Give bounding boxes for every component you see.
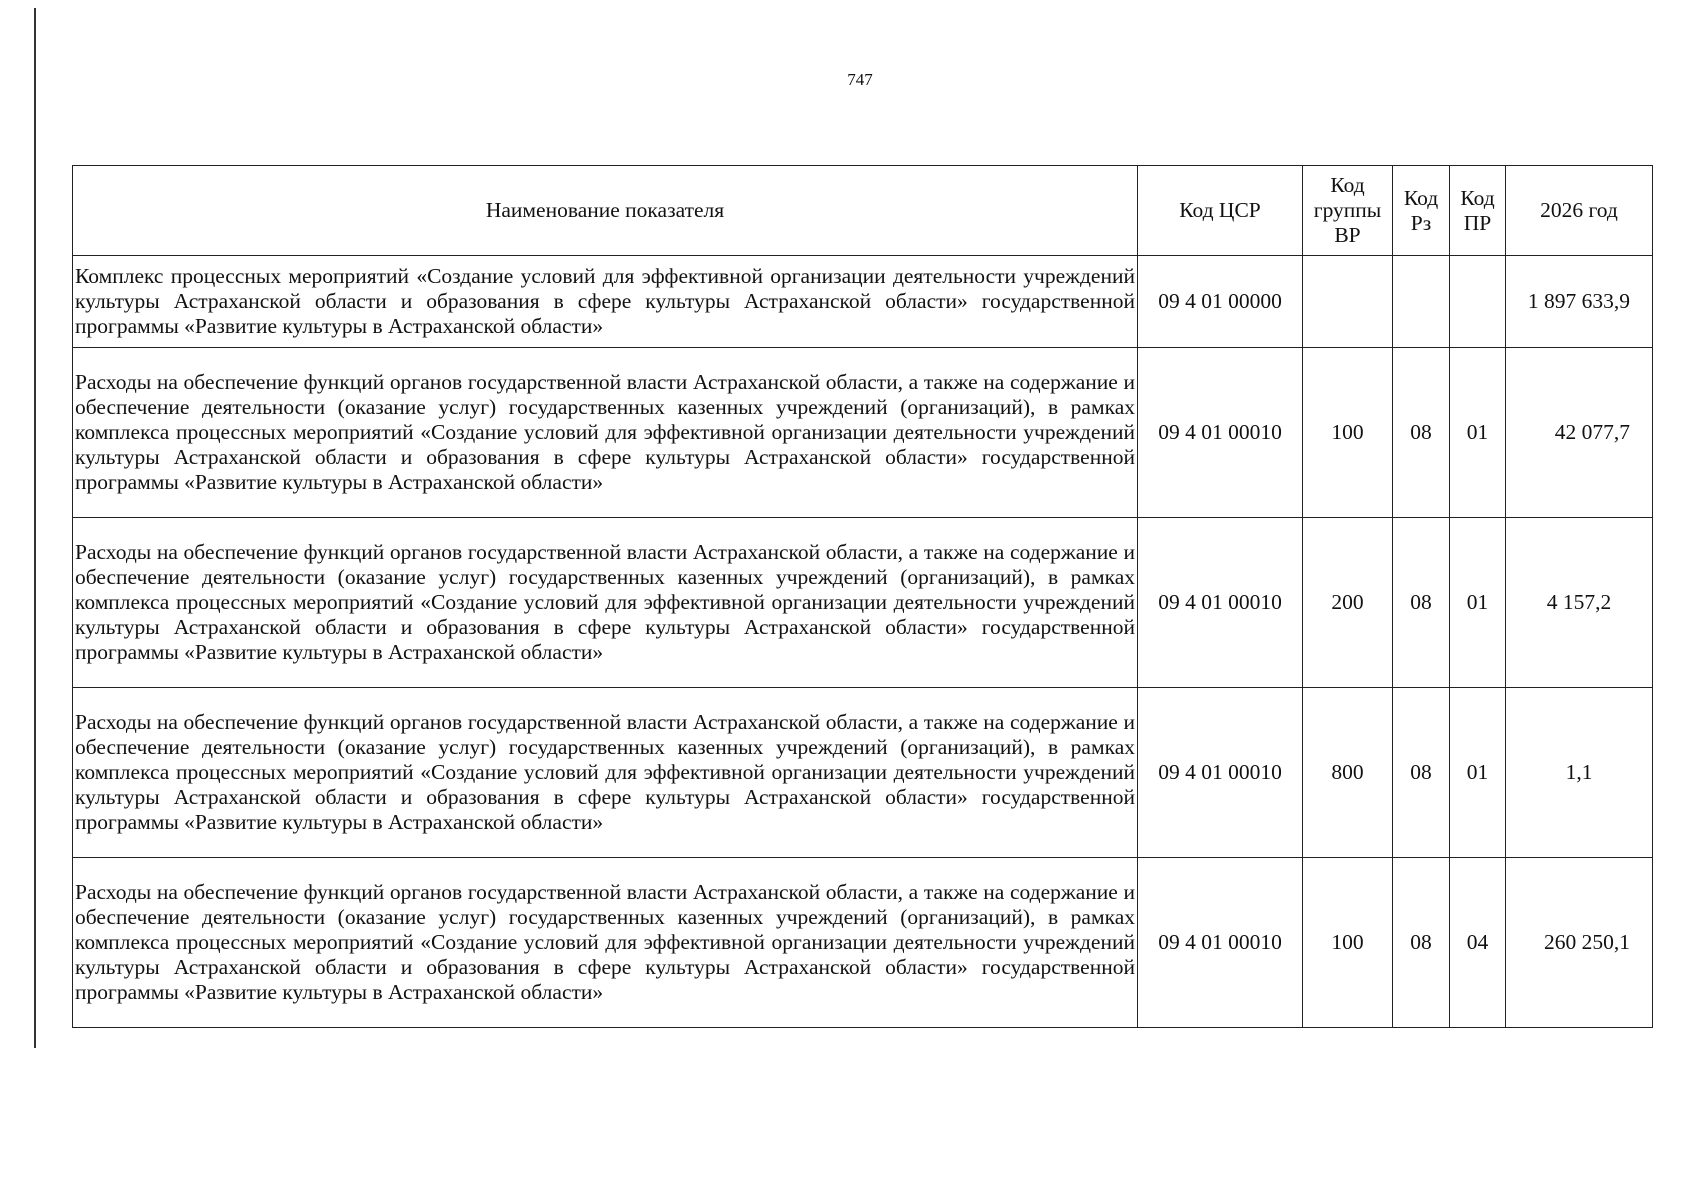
row-rz: [1393, 256, 1450, 348]
row-name: Расходы на обеспечение функций органов государственной власти Астраханской области, а также на содержание и обеспечение деятельности (оказание услуг) государственных казенных учреждений (организаций), в рамках комплекса процессных мероприятий «Создание условий для эффективной организации деятельности учреждений культуры Астраханской области и образования в сфере культуры Астраханской области» государственной программы «Развитие культуры в Астраханской области»: [73, 518, 1138, 688]
row-name: Комплекс процессных мероприятий «Создание условий для эффективной организации деятельности учреждений культуры Астраханской области и образования в сфере культуры Астраханской области» государственной программы «Развитие культуры в Астраханской области»: [73, 256, 1138, 348]
row-amount: 260 250,1: [1506, 858, 1653, 1028]
row-pr: 01: [1450, 688, 1506, 858]
scan-edge-line: [34, 8, 36, 1048]
row-amount: 42 077,7: [1506, 348, 1653, 518]
table-row: [73, 518, 1653, 688]
row-amount: 1 897 633,9: [1506, 256, 1653, 348]
page-number: 747: [847, 70, 873, 89]
row-rz: 08: [1393, 688, 1450, 858]
header-name: Наименование показателя: [73, 166, 1138, 256]
row-csr: 09 4 01 00010: [1138, 688, 1303, 858]
header-vr: Код группы ВР: [1303, 166, 1393, 256]
row-name: Расходы на обеспечение функций органов государственной власти Астраханской области, а также на содержание и обеспечение деятельности (оказание услуг) государственных казенных учреждений (организаций), в рамках комплекса процессных мероприятий «Создание условий для эффективной организации деятельности учреждений культуры Астраханской области и образования в сфере культуры Астраханской области» государственной программы «Развитие культуры в Астраханской области»: [73, 348, 1138, 518]
row-rz: 08: [1393, 518, 1450, 688]
row-csr: 09 4 01 00010: [1138, 858, 1303, 1028]
row-vr: [1303, 256, 1393, 348]
header-rz: Код Рз: [1393, 166, 1450, 256]
row-pr: 01: [1450, 348, 1506, 518]
row-csr: 09 4 01 00010: [1138, 518, 1303, 688]
header-year: 2026 год: [1506, 166, 1653, 256]
row-pr: [1450, 256, 1506, 348]
row-rz: 08: [1393, 348, 1450, 518]
row-csr: 09 4 01 00000: [1138, 256, 1303, 348]
row-vr: 800: [1303, 688, 1393, 858]
row-pr: 01: [1450, 518, 1506, 688]
header-csr: Код ЦСР: [1138, 166, 1303, 256]
row-vr: 100: [1303, 858, 1393, 1028]
row-name: Расходы на обеспечение функций органов государственной власти Астраханской области, а также на содержание и обеспечение деятельности (оказание услуг) государственных казенных учреждений (организаций), в рамках комплекса процессных мероприятий «Создание условий для эффективной организации деятельности учреждений культуры Астраханской области и образования в сфере культуры Астраханской области» государственной программы «Развитие культуры в Астраханской области»: [73, 858, 1138, 1028]
row-vr: 200: [1303, 518, 1393, 688]
table-row: [73, 688, 1653, 858]
budget-table: [72, 165, 1653, 1028]
row-amount: 4 157,2: [1506, 518, 1653, 688]
table-header-row: [73, 166, 1653, 256]
row-amount: 1,1: [1506, 688, 1653, 858]
row-pr: 04: [1450, 858, 1506, 1028]
row-name: Расходы на обеспечение функций органов государственной власти Астраханской области, а также на содержание и обеспечение деятельности (оказание услуг) государственных казенных учреждений (организаций), в рамках комплекса процессных мероприятий «Создание условий для эффективной организации деятельности учреждений культуры Астраханской области и образования в сфере культуры Астраханской области» государственной программы «Развитие культуры в Астраханской области»: [73, 688, 1138, 858]
header-pr: Код ПР: [1450, 166, 1506, 256]
row-rz: 08: [1393, 858, 1450, 1028]
row-vr: 100: [1303, 348, 1393, 518]
row-csr: 09 4 01 00010: [1138, 348, 1303, 518]
table-row: [73, 348, 1653, 518]
table-row: [73, 256, 1653, 348]
table-row: [73, 858, 1653, 1028]
